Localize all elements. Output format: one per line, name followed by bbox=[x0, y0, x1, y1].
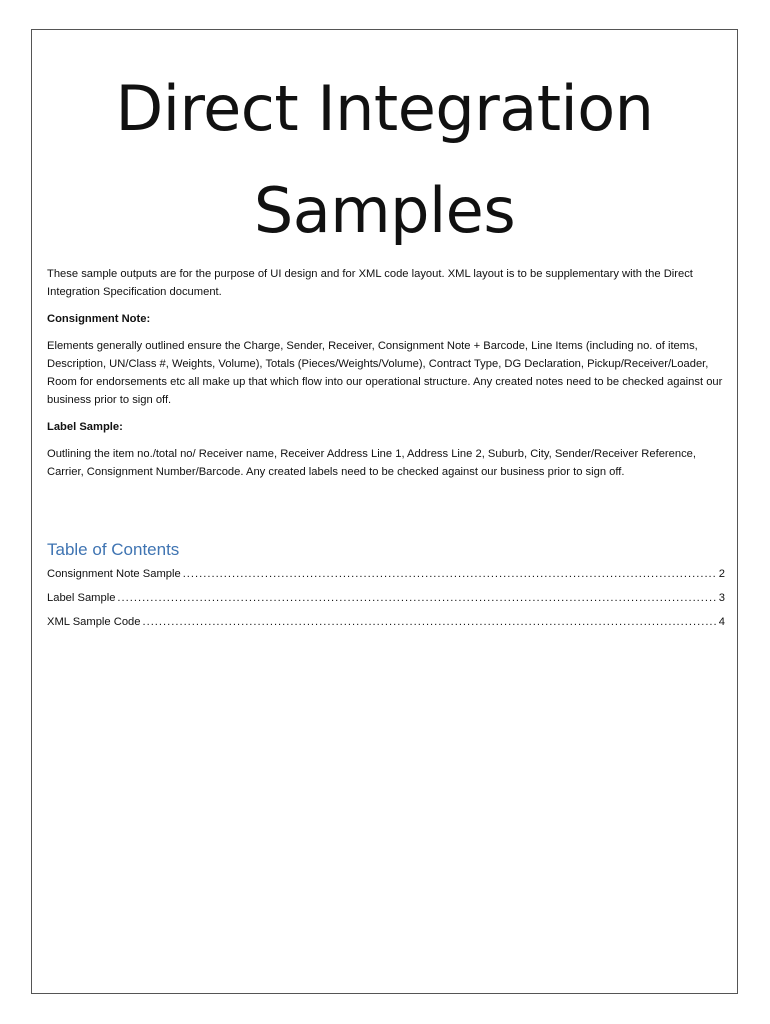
toc-leader-dots bbox=[183, 565, 717, 583]
document-body bbox=[47, 265, 727, 490]
title-line-2: Samples bbox=[253, 174, 516, 247]
toc-entry-label[interactable]: Consignment Note Sample bbox=[47, 568, 181, 580]
toc-leader-dots bbox=[117, 589, 716, 607]
toc-page-number[interactable]: 4 bbox=[718, 616, 725, 628]
toc-entry-label-sample[interactable] bbox=[47, 589, 725, 613]
toc-entry-consignment-note[interactable] bbox=[47, 565, 725, 589]
consignment-heading: Consignment Note: bbox=[47, 313, 151, 325]
document-page bbox=[31, 29, 738, 994]
toc-entry-label[interactable]: Label Sample bbox=[47, 592, 116, 604]
intro-paragraph: These sample outputs are for the purpose of UI design and for XML code layout. XML layout is to be supplementary with the Direct Integration Specification document. bbox=[47, 268, 693, 298]
toc-title: Table of Contents bbox=[47, 540, 180, 559]
toc-entry-label[interactable]: XML Sample Code bbox=[47, 616, 141, 628]
label-paragraph: Outlining the item no./total no/ Receiver name, Receiver Address Line 1, Address Line 2, Suburb, City, Sender/Receiver Reference, Carrier, Consignment Number/Barcode. Any created labels need to be checked against our business prior to sign off. bbox=[47, 448, 697, 478]
toc-page-number[interactable]: 2 bbox=[718, 568, 725, 580]
table-of-contents bbox=[47, 565, 725, 637]
toc-entry-xml-sample-code[interactable] bbox=[47, 613, 725, 637]
toc-page-number[interactable]: 3 bbox=[718, 592, 725, 604]
consignment-paragraph: Elements generally outlined ensure the Charge, Sender, Receiver, Consignment Note + Barcode, Line Items (including no. of items, Description, UN/Class #, Weights, Volume), Totals (Pieces/Weights/Volume), Contract Type, DG Declaration, Pickup/Receiver/Loader, Room for endorsements etc all make up that which flow into our operational structure. Any created notes need to be checked against our business prior to sign off. bbox=[47, 340, 723, 406]
toc-leader-dots bbox=[142, 613, 716, 631]
page-title bbox=[32, 58, 737, 262]
title-line-1: Direct Integration bbox=[115, 72, 654, 145]
label-heading: Label Sample: bbox=[47, 421, 123, 433]
